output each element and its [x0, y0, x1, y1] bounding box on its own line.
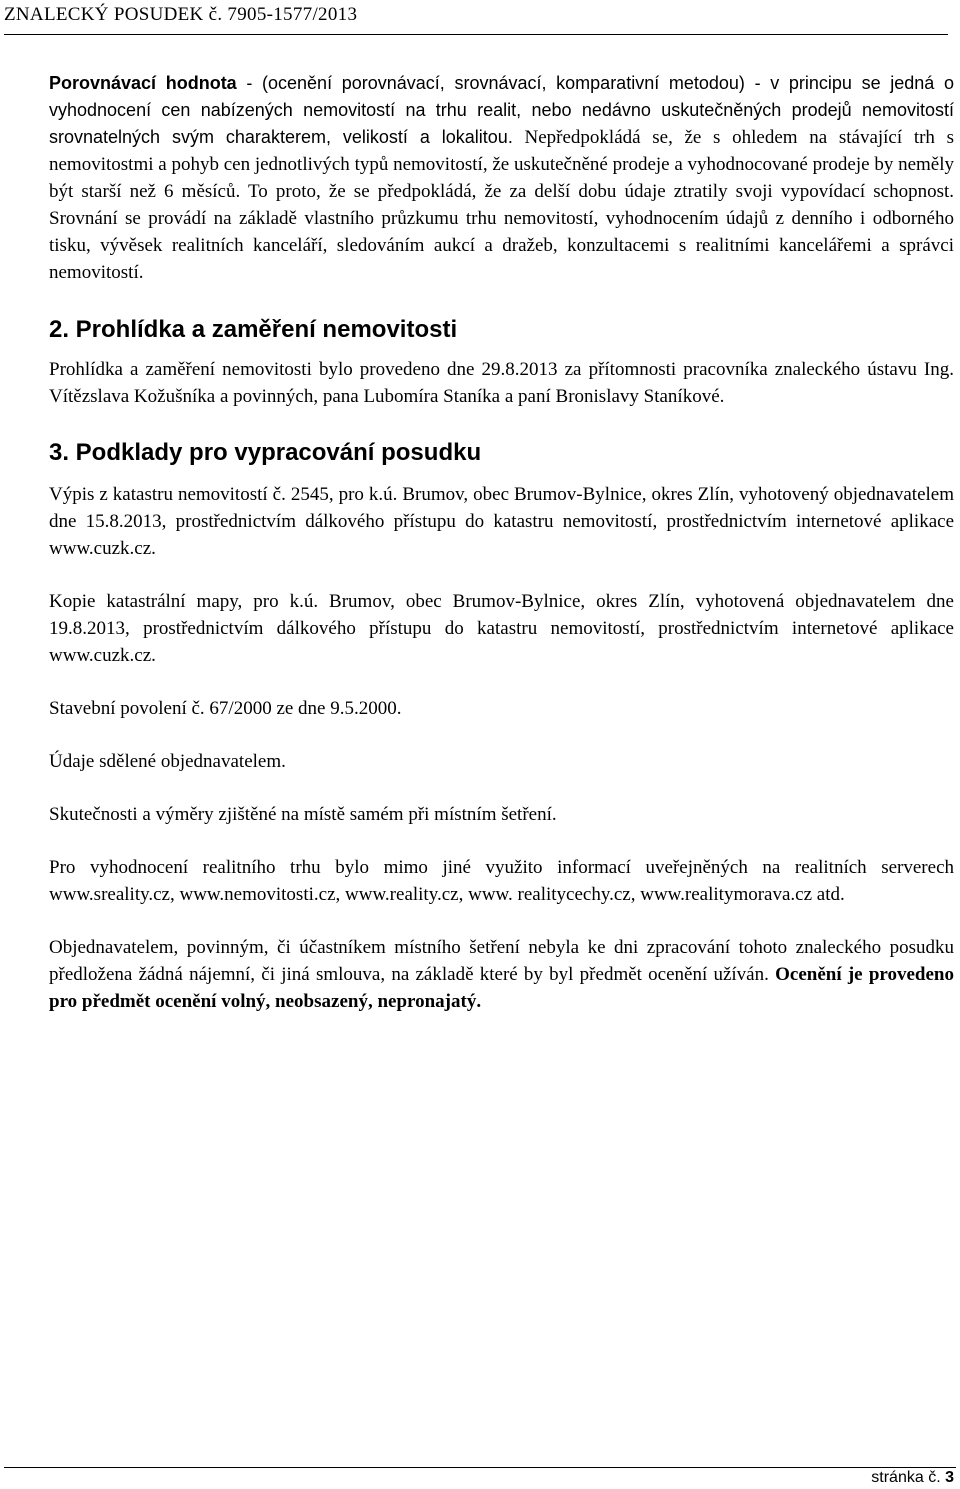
section-2-number: 2. — [49, 316, 70, 343]
intro-lead-term: Porovnávací hodnota — [49, 73, 237, 93]
source-item-onsite-findings: Skutečnosti a výměry zjištěné na místě samém při místním šetření. — [49, 804, 557, 825]
intro-body: Nepředpokládá se, že s ohledem na stávající trh s nemovitostmi a pohyb cen jednotlivých typů nemovitostí, že uskutečněné prodeje a vyhodnocované prodeje by neměly být starší než 6 měsíců. To proto, že se předpokládá, že za delší dobu údaje ztratily svoji vypovídací schopnost. Srovnání se provádí na základě vlastního průzkumu trhu nemovitostí, vyhodnocením údajů z denního i odborného tisku, vývěsek realitních kanceláří, sledováním aukcí a dražeb, konzultacemi s realitními kancelářemi a správci nemovitostí. — [49, 127, 955, 283]
section-2-title: Prohlídka a zaměření nemovitosti — [75, 316, 458, 343]
lease-statement-text: Objednavatelem, povinným, či účastníkem místního šetření nebyla ke dni zpracování tohoto znaleckého posudku předložena žádná nájemní, či jiná smlouva, na základě které by byl předmět ocenění užíván. — [49, 937, 954, 985]
intro-paragraph — [49, 70, 954, 286]
spacer — [49, 467, 954, 481]
footer-page-label: stránka č. — [871, 1469, 941, 1486]
header-title: ZNALECKÝ POSUDEK č. 7905-1577/2013 — [4, 4, 358, 25]
valuation-condition-bold: Ocenění je provedeno pro předmět ocenění volný, neobsazený, nepronajatý. — [49, 964, 954, 1012]
source-item-lease-statement — [49, 934, 954, 1015]
source-item-real-estate-servers: Pro vyhodnocení realitního trhu bylo mimo jiné využito informací uveřejněných na realitních serverech www.sreality.cz, www.nemovitosti.cz, www.reality.cz, www. realitycechy.cz, www.realitymorava.cz atd. — [49, 857, 954, 905]
source-item-cadastral-map: Kopie katastrální mapy, pro k.ú. Brumov, obec Brumov-Bylnice, okres Zlín, vyhotovená objednavatelem dne 19.8.2013, prostřednictvím dálkového přístupu do katastru nemovitostí, prostřednictvím internetové aplikace www.cuzk.cz. — [49, 591, 954, 666]
source-item-building-permit: Stavební povolení č. 67/2000 ze dne 9.5.2000. — [49, 698, 402, 719]
page-content — [49, 70, 954, 1015]
spacer — [49, 286, 954, 316]
spacer — [49, 410, 954, 439]
section-3-number: 3. — [49, 439, 70, 466]
footer-page-number: 3 — [945, 1469, 954, 1486]
spacer — [49, 562, 954, 588]
spacer — [49, 722, 954, 748]
spacer — [49, 344, 954, 356]
footer-divider — [4, 1467, 956, 1468]
page-header — [4, 4, 948, 35]
spacer — [49, 775, 954, 801]
source-item-cadastre-extract: Výpis z katastru nemovitostí č. 2545, pro k.ú. Brumov, obec Brumov-Bylnice, okres Zlín, vyhotovený objednavatelem dne 15.8.2013, prostřednictvím dálkového přístupu do katastru nemovitostí, prostřednictvím internetové aplikace www.cuzk.cz. — [49, 484, 954, 559]
page-footer — [871, 1469, 954, 1487]
section-3-title: Podklady pro vypracování posudku — [75, 439, 482, 466]
source-item-client-data: Údaje sdělené objednavatelem. — [49, 751, 286, 772]
section-3-heading — [49, 439, 954, 467]
spacer — [49, 669, 954, 695]
spacer — [49, 908, 954, 934]
intro-lead-definition: - (ocenění porovnávací, srovnávací, komparativní metodou) - v principu se jedná o vyhodnocení cen nabízených nemovitostí na trhu realit, nebo nedávno uskutečněných prodejů nemovitostí srovnatelných svým charakterem, velikostí a lokalitou. — [49, 73, 954, 147]
section-2-text: Prohlídka a zaměření nemovitosti bylo provedeno dne 29.8.2013 za přítomnosti pracovníka znaleckého ústavu Ing. Vítězslava Kožušníka a povinných, pana Lubomíra Staníka a paní Bronislavy Staníkové. — [49, 359, 954, 407]
section-2-heading — [49, 316, 954, 344]
spacer — [49, 828, 954, 854]
